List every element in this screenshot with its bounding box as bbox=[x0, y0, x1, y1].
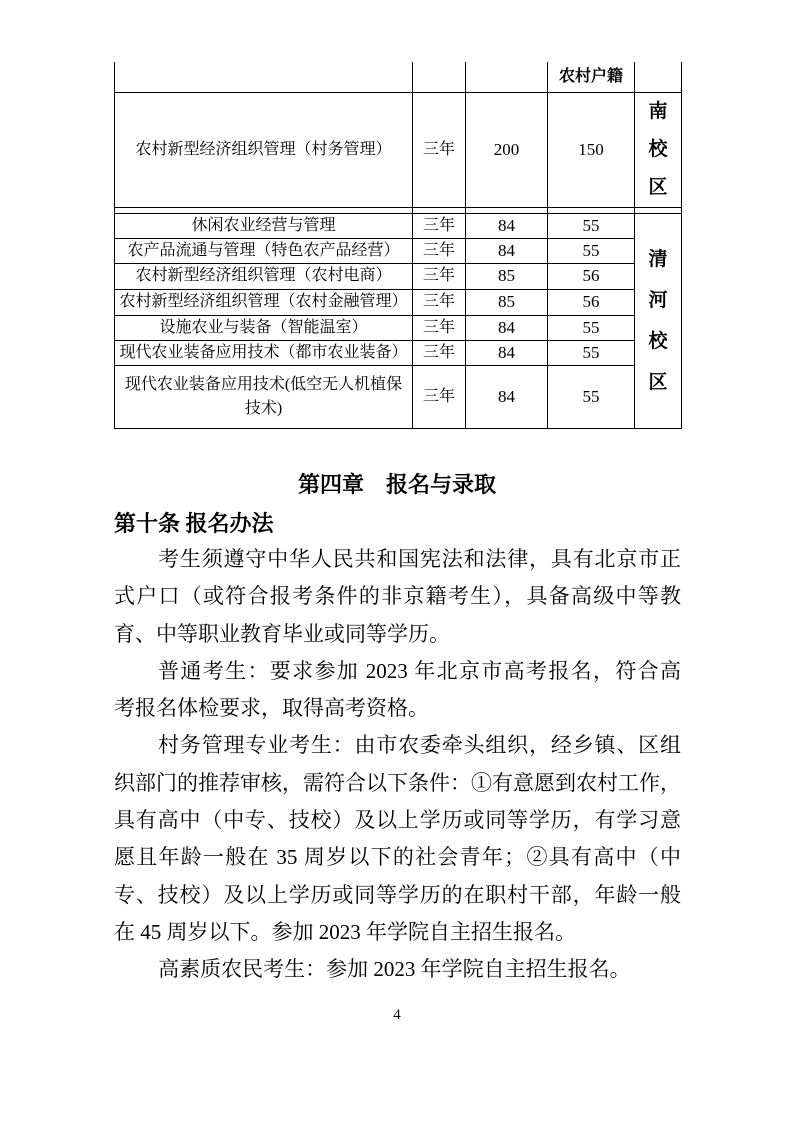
rural-count: 150 bbox=[548, 92, 635, 207]
major-name: 设施农业与装备（智能温室） bbox=[115, 315, 413, 340]
table-row bbox=[115, 365, 682, 428]
campus-cell-qinghe bbox=[635, 213, 682, 428]
body-line: 织部门的推荐审核，需符合以下条件：①有意愿到农村工作， bbox=[114, 770, 681, 795]
table-row bbox=[115, 92, 682, 207]
major-name: 农村新型经济组织管理（村务管理） bbox=[115, 92, 413, 207]
rural-count: 55 bbox=[548, 238, 635, 263]
study-term: 三年 bbox=[413, 315, 466, 340]
plan-count: 84 bbox=[466, 213, 548, 238]
body-line: 村务管理专业考生：由市农委牵头组织，经乡镇、区组 bbox=[158, 733, 681, 758]
table-row bbox=[115, 263, 682, 289]
table-header-fragment-row bbox=[115, 62, 682, 92]
header-campus-cell bbox=[635, 62, 682, 92]
article-title: 第十条 报名办法 bbox=[114, 511, 274, 536]
plan-count: 84 bbox=[466, 365, 548, 428]
table-row bbox=[115, 289, 682, 315]
rural-count: 55 bbox=[548, 213, 635, 238]
study-term: 三年 bbox=[413, 263, 466, 289]
body-line: 育、中等职业教育毕业或同等学历。 bbox=[114, 621, 450, 646]
table-row bbox=[115, 315, 682, 340]
major-name: 农村新型经济组织管理（农村电商） bbox=[115, 263, 413, 289]
body-line: 愿且年龄一般在 35 周岁以下的社会青年；②具有高中（中 bbox=[114, 845, 681, 870]
plan-count: 84 bbox=[466, 315, 548, 340]
study-term: 三年 bbox=[413, 213, 466, 238]
campus-cell-south bbox=[635, 92, 682, 207]
major-name: 现代农业装备应用技术(低空无人机植保技术) bbox=[115, 365, 413, 428]
rural-count: 55 bbox=[548, 315, 635, 340]
rural-count: 56 bbox=[548, 289, 635, 315]
body-line: 考生须遵守中华人民共和国宪法和法律，具有北京市正 bbox=[158, 547, 681, 571]
rural-count: 56 bbox=[548, 263, 635, 289]
rural-count: 55 bbox=[548, 340, 635, 365]
major-name: 农村新型经济组织管理（农村金融管理） bbox=[115, 289, 413, 315]
plan-count: 84 bbox=[466, 340, 548, 365]
body-line: 高素质农民考生：参加 2023 年学院自主招生报名。 bbox=[158, 957, 631, 982]
study-term: 三年 bbox=[413, 289, 466, 315]
body-line: 普通考生：要求参加 2023 年北京市高考报名，符合高 bbox=[158, 658, 681, 683]
header-rural-cell: 农村户籍 bbox=[548, 62, 635, 92]
major-name: 现代农业装备应用技术（都市农业装备） bbox=[115, 340, 413, 365]
body-line: 考报名体检要求，取得高考资格。 bbox=[114, 696, 429, 721]
header-plan-cell bbox=[466, 62, 548, 92]
campus-label-qinghe: 清河校区 bbox=[648, 248, 668, 393]
study-term: 三年 bbox=[413, 238, 466, 263]
campus-label-south: 南校区 bbox=[648, 100, 668, 198]
body-text bbox=[114, 541, 681, 989]
page-number: 4 bbox=[393, 1007, 401, 1023]
body-line: 专、技校）及以上学历或同等学历的在职村干部，年龄一般 bbox=[114, 882, 681, 907]
study-term: 三年 bbox=[413, 340, 466, 365]
table-row bbox=[115, 213, 682, 238]
major-name: 休闲农业经营与管理 bbox=[115, 213, 413, 238]
plan-count: 85 bbox=[466, 289, 548, 315]
major-name: 农产品流通与管理（特色农产品经营） bbox=[115, 238, 413, 263]
enrollment-plan-table bbox=[114, 62, 682, 429]
table-row bbox=[115, 340, 682, 365]
plan-count: 85 bbox=[466, 263, 548, 289]
header-name-cell bbox=[115, 62, 413, 92]
rural-count: 55 bbox=[548, 365, 635, 428]
body-line: 在 45 周岁以下。参加 2023 年学院自主招生报名。 bbox=[114, 919, 576, 944]
table-row bbox=[115, 238, 682, 263]
chapter-title: 第四章 报名与录取 bbox=[297, 472, 496, 497]
plan-count: 200 bbox=[466, 92, 548, 207]
header-term-cell bbox=[413, 62, 466, 92]
body-line: 具有高中（中专、技校）及以上学历或同等学历，有学习意 bbox=[114, 808, 681, 833]
body-line: 式户口（或符合报考条件的非京籍考生），具备高级中等教 bbox=[114, 584, 681, 609]
study-term: 三年 bbox=[413, 365, 466, 428]
plan-count: 84 bbox=[466, 238, 548, 263]
study-term: 三年 bbox=[413, 92, 466, 207]
